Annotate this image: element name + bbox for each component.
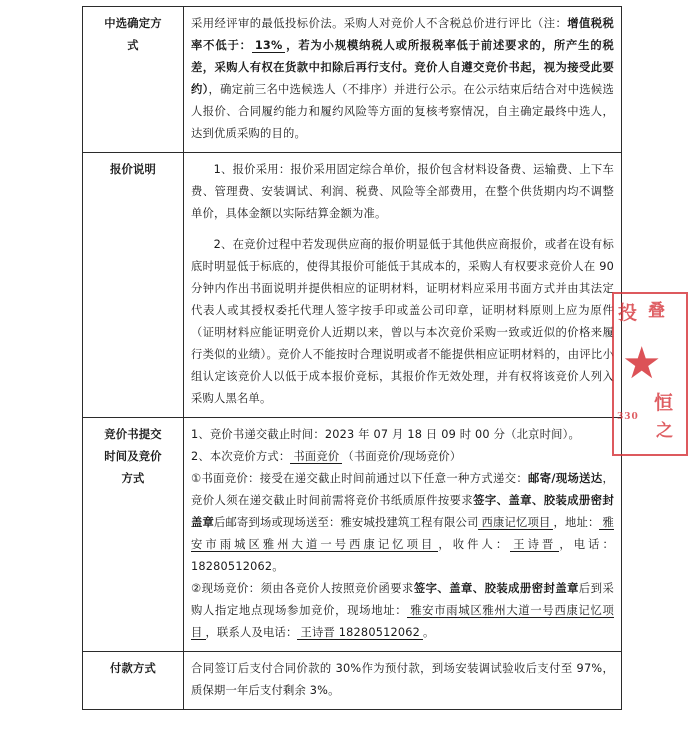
label-line: 付款方式: [110, 662, 156, 676]
label-line: 式: [127, 39, 139, 53]
text-run: ，地址：: [553, 516, 600, 530]
row-body-quote-notes: [184, 153, 622, 418]
bidding-terms-table: [82, 6, 622, 710]
recipient-value: 王诗晋: [510, 538, 559, 552]
text-run: ①书面竞价：接受在递交截止时间前通过以下任意一种方式递交：: [191, 472, 529, 486]
text-run: ，确定前三名中选候选人（不排序）并进行公示。在公示结束后结合对中选候选人报价、合同履约能力和履约风险等方面的复核考察情况，自主确定最终中选人，达到优质采购的目的。: [191, 83, 614, 141]
paragraph: [191, 13, 614, 145]
text-run: 1、报价采用：报价采用固定综合单价，报价包含材料设备费、运输费、上下车费、管理费、安装调试、利润、税费、风险等全部费用，在整个供货期内均不调整单价，具体金额以实际结算金额为准。: [191, 163, 614, 221]
paragraph-onsite-bid: [191, 578, 614, 644]
row-body-selection-method: [184, 7, 622, 153]
onsite-address-value: 雅安市雨城区雅州大道一号西康记忆项目: [191, 604, 614, 640]
tax-rate-value: 13%: [252, 39, 286, 53]
row-label-payment: [83, 652, 184, 710]
row-label-submission: [83, 418, 184, 652]
label-line: 报价说明: [110, 163, 156, 177]
text-run: ，电话：18280512062。: [191, 538, 614, 574]
project-name-value: 西康记忆项目: [478, 516, 553, 530]
table-row: [83, 7, 622, 153]
text-run: ②现场竞价：须由各竞价人按照竞价函要求: [191, 582, 414, 596]
table-body: [83, 7, 622, 710]
label-line: 时间及竞价: [104, 450, 162, 464]
text-run: 2、本次竞价方式：: [191, 450, 291, 464]
text-run: ，收件人：: [438, 538, 511, 552]
seal-number: 330: [617, 412, 639, 422]
star-icon: ★: [622, 338, 662, 389]
paragraph-written-bid: [191, 468, 614, 578]
table-row: [83, 153, 622, 418]
paragraph: [191, 658, 614, 702]
label-line: 中选确定方: [104, 17, 162, 30]
row-body-submission: [184, 418, 622, 652]
seal-character: 叠: [648, 301, 665, 321]
bid-mode-value: 书面竞价: [290, 450, 342, 464]
paragraph: [191, 234, 614, 410]
paragraph-bid-mode: [191, 446, 614, 468]
table-row: [83, 418, 622, 652]
text-run: 后到采购人指定地点现场参加竞价，现场地址：: [191, 582, 614, 618]
text-run: 合同签订后支付合同价款的 30%作为预付款，到场安装调试验收后支付至 97%，质保期一年后支付剩余 3%。: [191, 662, 614, 698]
label-line: 方式: [121, 472, 145, 486]
text-run-bold: 邮寄/现场送达: [528, 472, 603, 486]
text-run: （书面竞价/现场竞价）: [342, 450, 462, 464]
text-run: 采用经评审的最低投标价法。采购人对竞价人不含税总价进行评比（注：: [191, 17, 568, 30]
paragraph: [191, 159, 614, 225]
text-run: ，竞价人须在递交截止时间前需将竞价书纸质原件按要求: [191, 472, 614, 508]
text-run: 1、竞价书递交截止时间：2023 年 07 月 18 日 09 时 00 分（北京时间）。: [191, 428, 580, 442]
text-run: 2、在竞价过程中若发现供应商的报价明显低于其他供应商报价，或者在设有标底时明显低于标底的，使得其报价可能低于其成本的，采购人有权要求竞价人在 90 分钟内作出书面说明并提供相应的证明材料，证明材料应采用书面方式并由其法定代表人或其授权委托代理人签字按手印或盖公司印章，证明材料原则上应为原件（证明材料应能证明竞价人近期以来，曾以与本次竞价采购一致或近似的价格来履行类似的业绩）。竞价人不能按时合理说明或者不能提供相应证明材料的，由评比小组认定该竞价人以低于成本报价竞标，其报价作无效处理，并有权将该竞价人列入采购人黑名单。: [191, 238, 614, 406]
text-run-bold: 签字、盖章、胶装成册密封盖章: [191, 494, 614, 530]
text-run-bold: 签字、盖章、胶装成册密封盖章: [413, 582, 579, 596]
text-run: 。: [423, 626, 435, 640]
seal-border: [612, 292, 688, 456]
table-row: [83, 652, 622, 710]
contact-value: 王诗晋 18280512062: [297, 626, 423, 640]
row-label-quote-notes: [83, 153, 184, 418]
paragraph-deadline: [191, 424, 614, 446]
text-run: ，联系人及电话：: [205, 626, 298, 640]
label-line: 竞价书提交: [104, 428, 162, 442]
seal-character: 恒: [654, 392, 674, 414]
row-label-selection-method: [83, 7, 184, 153]
seal-character: 之: [656, 421, 673, 441]
seal-character: 投: [618, 302, 638, 324]
text-run-bold: 增值税税率不低于：: [191, 17, 614, 53]
text-run: 后邮寄到场或现场送至：雅安城投建筑工程有限公司: [214, 516, 479, 530]
row-body-payment: [184, 652, 622, 710]
red-stamp-seal: [612, 292, 684, 452]
text-run-bold: ，若为小规模纳税人或所报税率低于前述要求的，所产生的税差，采购人有权在货款中扣除后再行支付。竞价人自遵交竞价书起，视为接受此要约）: [191, 39, 614, 97]
address-value: 雅安市雨城区雅州大道一号西康记忆项目: [191, 516, 614, 552]
